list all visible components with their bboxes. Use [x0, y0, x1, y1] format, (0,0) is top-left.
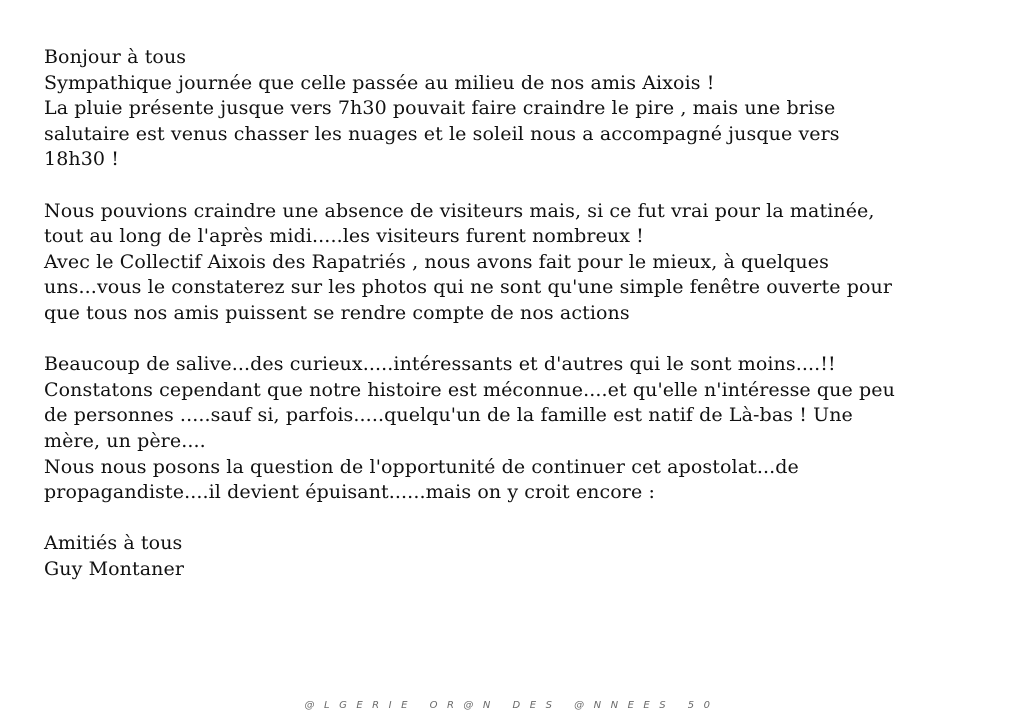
text-line: mère, un père....: [44, 429, 206, 452]
letter-body: [44, 45, 1004, 608]
text-line: tout au long de l'après midi.....les visiteurs furent nombreux !: [44, 225, 644, 248]
text-line: Constatons cependant que notre histoire est méconnue....et qu'elle n'intéresse que peu: [44, 378, 895, 401]
text-line: uns...vous le constaterez sur les photos qui ne sont qu'une simple fenêtre ouverte pour: [44, 276, 893, 299]
closing-line: Amitiés à tous: [44, 532, 183, 555]
text-line: de personnes .....sauf si, parfois.....quelqu'un de la famille est natif de Là-bas ! Une: [44, 404, 853, 427]
paragraph-greeting: [44, 45, 1004, 173]
text-line: Nous nous posons la question de l'opportunité de continuer cet apostolat...de: [44, 455, 799, 478]
text-line: Beaucoup de salive...des curieux.....intéressants et d'autres qui le sont moins....!!: [44, 353, 836, 376]
text-line: Avec le Collectif Aixois des Rapatriés , nous avons fait pour le mieux, à quelques: [44, 250, 829, 273]
paragraph-reflection: [44, 352, 1004, 506]
signature-name: Guy Montaner: [44, 557, 185, 580]
text-line: La pluie présente jusque vers 7h30 pouvait faire craindre le pire , mais une brise: [44, 97, 836, 120]
text-line: que tous nos amis puissent se rendre compte de nos actions: [44, 301, 630, 324]
paragraph-signature: [44, 531, 1004, 582]
text-line: propagandiste....il devient épuisant......mais on y croit encore :: [44, 481, 655, 504]
text-line: salutaire est venus chasser les nuages et le soleil nous a accompagné jusque vers: [44, 122, 840, 145]
text-line: Bonjour à tous: [44, 46, 187, 68]
paragraph-visitors: [44, 199, 1004, 327]
footer-watermark: @LGERIE OR@N DES @NNEES 50: [304, 700, 720, 711]
text-line: Sympathique journée que celle passée au milieu de nos amis Aixois !: [44, 71, 715, 94]
text-line: 18h30 !: [44, 148, 119, 171]
text-line: Nous pouvions craindre une absence de visiteurs mais, si ce fut vrai pour la matinée,: [44, 199, 875, 222]
